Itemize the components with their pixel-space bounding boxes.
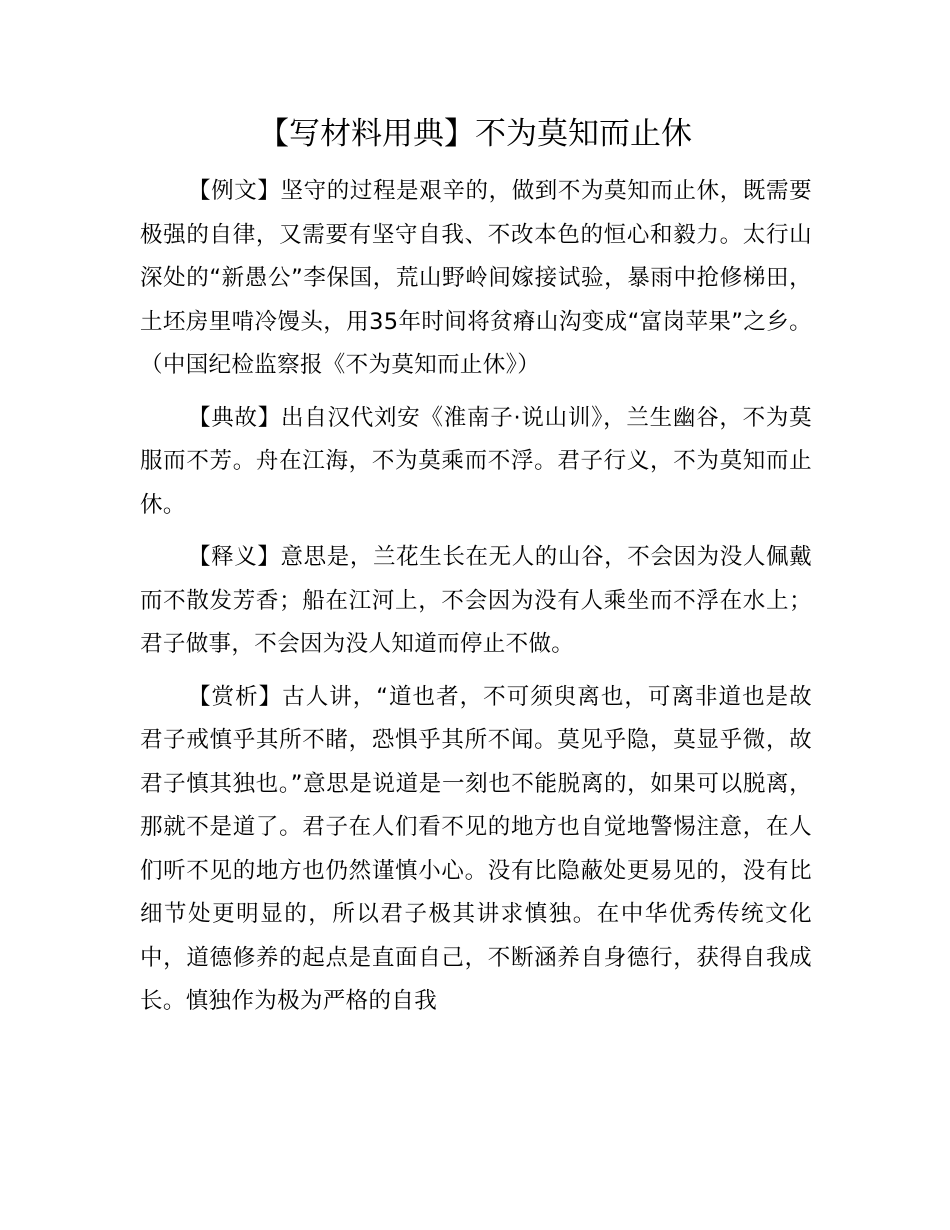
document-body [140,170,812,1033]
paragraph-tag-example: 【例文】 [188,178,281,204]
paragraph-interpretation [140,536,812,667]
paragraph-tag-appreciation: 【赏析】 [188,683,283,710]
paragraph-appreciation [140,676,812,1024]
paragraph-tag-interpretation: 【释义】 [188,544,281,570]
paragraph-text-example: 坚守的过程是艰辛的，做到不为莫知而止休，既需要极强的自律，又需要有坚守自我、不改本色的恒心和毅力。太行山深处的“新愚公”李保国，荒山野岭间嫁接试验，暴雨中抢修梯田，土坯房里啃冷馒头，用35年时间将贫瘠山沟变成“富岗苹果”之乡。（中国纪检监察报《不为莫知而止休》） [140,178,812,378]
paragraph-text-appreciation: 古人讲，“道也者，不可须臾离也，可离非道也是故君子戒慎乎其所不睹，恐惧乎其所不闻。莫见乎隐，莫显乎微，故君子慎其独也。”意思是说道是一刻也不能脱离的，如果可以脱离，那就不是道了。君子在人们看不见的地方也自觉地警惕注意，在人们听不见的地方也仍然谨慎小心。没有比隐蔽处更易见的，没有比细节处更明显的，所以君子极其讲求慎独。在中华优秀传统文化中，道德修养的起点是直面自己，不断涵养自身德行，获得自我成长。慎独作为极为严格的自我 [140,683,812,1014]
paragraph-allusion [140,397,812,528]
page-title: 【写材料用典】不为莫知而止休 [258,116,692,152]
paragraph-text-allusion: 出自汉代刘安《淮南子·说山训》，兰生幽谷，不为莫服而不芳。舟在江海，不为莫乘而不浮。君子行义，不为莫知而止休。 [140,404,812,518]
paragraph-text-interpretation: 意思是，兰花生长在无人的山谷，不会因为没人佩戴而不散发芳香；船在江河上，不会因为没有人乘坐而不浮在水上；君子做事，不会因为没人知道而停止不做。 [140,544,812,657]
paragraph-example [140,170,812,388]
paragraph-tag-allusion: 【典故】 [188,404,281,431]
